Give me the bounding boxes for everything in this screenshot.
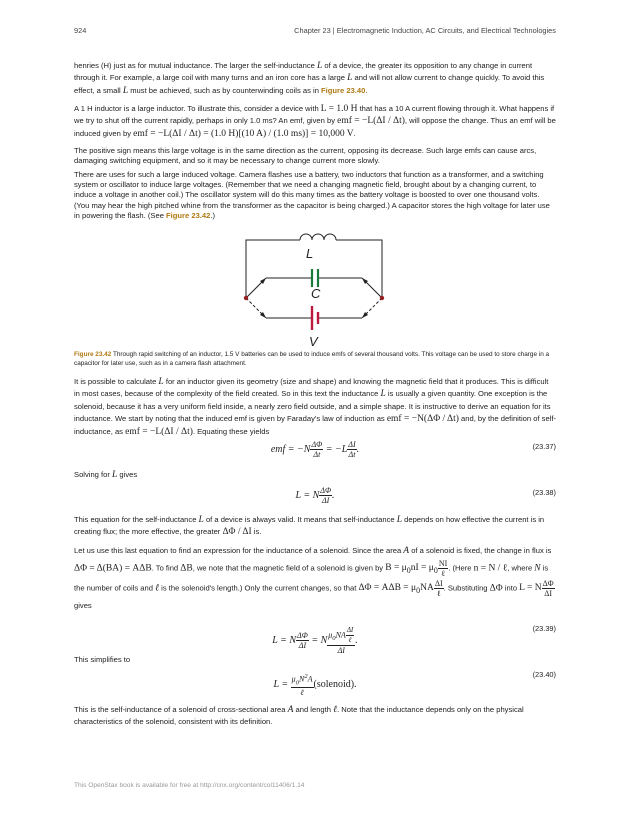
paragraph-self-inductance-valid: This equation for the self-inductance L of a device is always valid. It means that self-inductance L depends on how effective the current is in creating flux; the more effective, the greater ΔΦ / ΔI is. xyxy=(74,515,545,538)
paragraph-1h-inductor: A 1 H inductor is a large inductor. To illustrate this, consider a device with L = 1.0 H that has a 10 A current flowing through it. What happens if we try to shut off the current rapidly, perhaps in only 1.0 ms? An emf, given by emf = −L(ΔI / Δt), will oppose the change. Thus an emf will be induced given by emf = −L(ΔI / Δt) = (1.0 H)[(10 A) / (1.0 ms)] = 10,000 V. xyxy=(74,104,556,139)
paragraph-solenoid-conclusion: This is the self-inductance of a solenoid of cross-sectional area A and length ℓ. Note that the inductance depends only on the physical characteristics of the solenoid, consistent with its definition. xyxy=(74,705,524,727)
equation-23-39: L = N $\frac{\Delta\Phi}{\Delta I}$ = N $\mu_0NA$ $\frac{\Delta I}{\text{ℓ}}$ ΔI . (23.39) xyxy=(272,624,556,655)
paragraph-solenoid-derivation: Let us use this last equation to find an expression for the inductance of a solenoid. Since the area A of a solenoid is fixed, the change in flux is ΔΦ = Δ(BA) = AΔB. To find ΔB, we note that the magnetic field of a solenoid is given by $B = \mu_0nI = \mu_0$ $\frac{NI}{\text{ℓ}}$ . (Here n = N / ℓ, where N is the number of coils and ℓ is the solenoid's length.) Only the current changes, so that $\Delta\Phi = A\Delta B = \mu_0NA$ $\frac{\Delta I}{\text{ℓ}}$ . Substituting ΔΦ into L = N $\frac{\Delta\Phi}{\Delta I}$ gives xyxy=(74,546,554,610)
paragraph-simplifies: This simplifies to xyxy=(74,655,131,664)
figure-link-23-42[interactable]: Figure 23.42 xyxy=(166,210,211,220)
chapter-title: Chapter 23 | Electromagnetic Induction, AC Circuits, and Electrical Technologies xyxy=(294,26,556,35)
label-L: L xyxy=(306,246,314,261)
terminal-right xyxy=(380,296,384,300)
circuit-figure xyxy=(236,224,392,350)
page-number: 924 xyxy=(74,26,87,35)
equation-number: (23.38) xyxy=(532,488,556,497)
figure-link-23-40[interactable]: Figure 23.40 xyxy=(321,85,366,95)
caption-figure-number: Figure 23.42 xyxy=(74,351,112,358)
equation-23-38: L = N $\frac{\Delta\Phi}{\Delta I}$ . (23.38) xyxy=(295,486,556,505)
equation-23-37: emf = −N $\frac{\Delta\Phi}{\Delta t}$ = −L $\frac{\Delta I}{\Delta t}$ . (23.37) xyxy=(270,440,556,459)
paragraph-solving-for-L: Solving for L gives xyxy=(74,470,138,480)
paragraph-camera-flash: There are uses for such a large induced voltage. Camera flashes use a battery, two inductors that function as a transformer, and a switching system or oscillator to induce large voltages. (Remember that we need a changing magnetic field, brought about by a changing current, to induce a voltage in another coil.) The oscillator system will do this many times as the battery voltage is boosted to over one thousand volts. (You may hear the high pitched whine from the transformer as the capacitor is being charged.) A capacitor stores the high voltage for later use in powering the flash. (See Figure 23.42.) xyxy=(74,170,550,220)
capacitor xyxy=(312,269,318,287)
inductor-coil xyxy=(300,234,336,240)
equation-23-40: L = $\frac{\mu_0N^2A}{\text{ℓ}}$ (solenoid). (23.40) xyxy=(273,670,556,698)
paragraph-calculate-L: It is possible to calculate L for an inductor given its geometry (size and shape) and knowing the magnetic field that it produces. This is difficult in most cases, because of the complexity of the field created. So in this text the inductance L is usually a given quantity. One exception is the solenoid, because it has a very uniform field inside, a nearly zero field outside, and a simple shape. It is instructive to derive an equation for its inductance. We start by noting that the induced emf is given by Faraday's law of induction as emf = −N(ΔΦ / Δt) and, by the definition of self-inductance, as emf = −L(ΔI / Δt). Equating these yields xyxy=(74,377,557,437)
figure-caption: Figure 23.42 Through rapid switching of an inductor, 1.5 V batteries can be used to induce emfs of several thousand volts. This voltage can be used to store charge in a capacitor for later use, such as in a camera flash attachment. xyxy=(74,351,550,367)
footer-link[interactable]: This OpenStax book is available for free at http://cnx.org/content/col11406/1.14 xyxy=(74,782,305,789)
label-C: C xyxy=(311,286,321,301)
paragraph-positive-sign: The positive sign means this large voltage is in the same direction as the current, opposing its decrease. Such large emfs can cause arcs, damaging switching equipment, and so it may be necessary to change current more slowly. xyxy=(74,146,537,166)
battery xyxy=(312,306,318,330)
terminal-left xyxy=(244,296,248,300)
equation-number: (23.40) xyxy=(532,670,556,679)
equation-number: (23.37) xyxy=(532,442,556,451)
paragraph-henries: henries (H) just as for mutual inductance. The larger the self-inductance L of a device, the greater its opposition to any change in current through it. For example, a large coil with many turns and an iron core has a large L and will not allow current to change quickly. To avoid this effect, a small L must be achieved, such as by counterwinding coils as in Figure 23.40. xyxy=(74,61,545,96)
label-V: V xyxy=(309,334,318,349)
equation-number: (23.39) xyxy=(532,624,556,633)
